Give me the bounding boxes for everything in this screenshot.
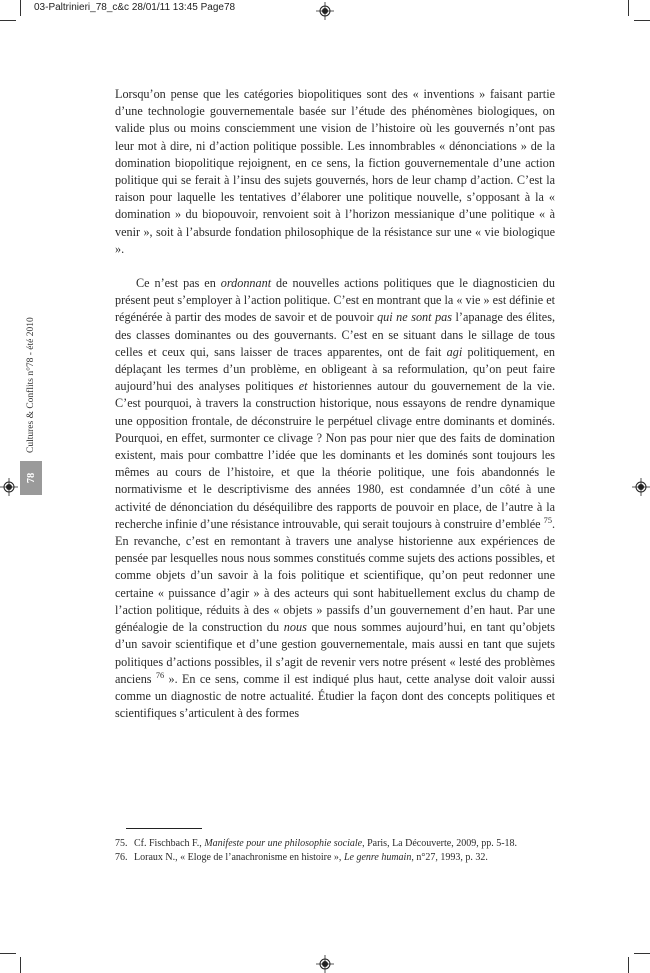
body-text	[115, 86, 555, 722]
registration-mark-bottom	[316, 955, 334, 973]
footnote-ref-76[interactable]: 76	[155, 670, 165, 680]
paragraph-2	[115, 275, 555, 722]
italic-run: ordonnant	[220, 276, 272, 291]
text-run: , Paris, La Découverte, 2009, pp. 5-18.	[362, 838, 518, 849]
italic-run: nous	[283, 620, 307, 635]
footnote-75	[115, 837, 555, 851]
italic-run: qui ne sont pas	[377, 310, 453, 325]
footnote-text	[134, 837, 555, 851]
page-number: 78	[20, 461, 42, 495]
text-run: Loraux N., « Eloge de l’anachronisme en histoire »,	[134, 851, 344, 863]
italic-run: et	[298, 379, 308, 394]
running-head	[20, 270, 42, 495]
footnote-text	[134, 851, 555, 865]
italic-run: agi	[446, 344, 463, 359]
footnote-ref-75[interactable]: 75	[543, 515, 552, 525]
registration-mark-right	[632, 478, 650, 496]
footnote-76	[115, 851, 555, 865]
text-run: Cf. Fischbach F.,	[134, 838, 205, 849]
text-run: l’apanage des élites, des classes dominantes ou des gouvernants. C’est en se situant dans le sillage de tous celles et ceux qui, sans laisser de traces apparentes, ont de fait	[115, 310, 555, 359]
text-run: ». En ce sens, comme il est indiqué plus haut, cette analyse doit valoir aussi comme un diagnostic de notre actualité. Étudier la façon dont des concepts politiques et scientifiques s’articulent à des formes	[115, 671, 555, 721]
footnotes	[115, 837, 555, 864]
printer-slug-line: 03-Paltrinieri_78_c&c 28/01/11 13:45 Page78	[34, 2, 236, 13]
text-run: de nouvelles actions politiques que le diagnosticien du présent peut s’employer à l’action politique. C’est en montrant que la « vie » est définie et régénérée à partir des modes de savoir et de pouvoir	[115, 276, 555, 325]
text-run: historiennes autour du gouvernement de la vie. C’est pourquoi, à travers la construction historique, nous essayons de rendre dynamique une opposition frontale, de déconstruire le perpétuel clivage entre dominants et dominés. Pourquoi, en effet, surmonter ce clivage ? Non pas pour nier que des faits de domination existent, mais pour combattre l’idée que les dominants et les dominés sont toujours les mêmes au cours de l’histoire, et que la théorie politique, une fois abandonnés le normativisme et le descriptivisme des années 1980, est condamnée d’un côté à une activité de dénonciation du déséquilibre des rapports de pouvoir en place, de l’autre à la recherche infinie d’une résistance introuvable, qui serait toujours à construire d’emblée	[115, 379, 555, 531]
registration-mark-top	[316, 2, 334, 20]
citation-title: Manifeste pour une philosophie sociale	[204, 838, 363, 849]
footnote-number: 76.	[115, 851, 128, 863]
footnote-number: 75.	[115, 838, 128, 849]
text-run: , n°27, 1993, p. 32.	[411, 851, 488, 863]
footnote-separator	[126, 828, 202, 829]
text-run: politiquement, en déplaçant les termes d’un problème, en obligeant à sa reformulation, qu’on peut faire aujourd’hui des analyses politiques	[115, 344, 555, 394]
text-run: . En revanche, c’est en remontant à travers une analyse historienne aux expériences de pensée par lesquelles nous nous sommes constitués comme sujets des actions possibles, et comme objets d’un savoir à la fois politique et scientifique, qu’on peut redonner une certaine « puissance d’agir » à des acteurs qui sont habituellement exclus du champ de l’action politique, réduits à des « objets » passifs d’un gouvernement d’en haut. Par une généalogie de la construction du	[115, 516, 555, 635]
text-run: que nous sommes aujourd’hui, en tant qu’objets d’un savoir scientifique et d’une gestion gouvernementale, mais aussi en tant que sujets politiques d’actions possibles, il s’agit de revenir vers notre présent « lesté des problèmes anciens	[115, 620, 555, 686]
citation-title: Le genre humain	[343, 851, 412, 863]
journal-title: Cultures & Conflits n°78 - été 2010	[26, 317, 36, 453]
registration-mark-left	[0, 478, 18, 496]
paragraph-1: Lorsqu’on pense que les catégories biopolitiques sont des « inventions » faisant partie d’une technologie gouvernementale basée sur l’étude des phénomènes biologiques, on valide plus ou moins consciemment une vision de l’histoire où les gouvernés n’ont pas leur mot à dire, ni d’action politique possible. Les innombrables « dénonciations » de la domination biopolitique rejoignent, en ce sens, la fiction gouvernementale d’une action politique qui se ferait à l’insu des sujets gouvernés, hors de leur champ d’action. C’est la raison pour laquelle les tentatives d’élaborer une politique nouvelle, s’opposant à la « domination » du biopouvoir, renvoient soit à l’horizon messianique d’une politique « à venir », soit à l’absurde fondation philosophique de la résistance sur une « vie biologique ».	[115, 87, 555, 256]
text-run: Ce n’est pas en	[136, 276, 221, 291]
